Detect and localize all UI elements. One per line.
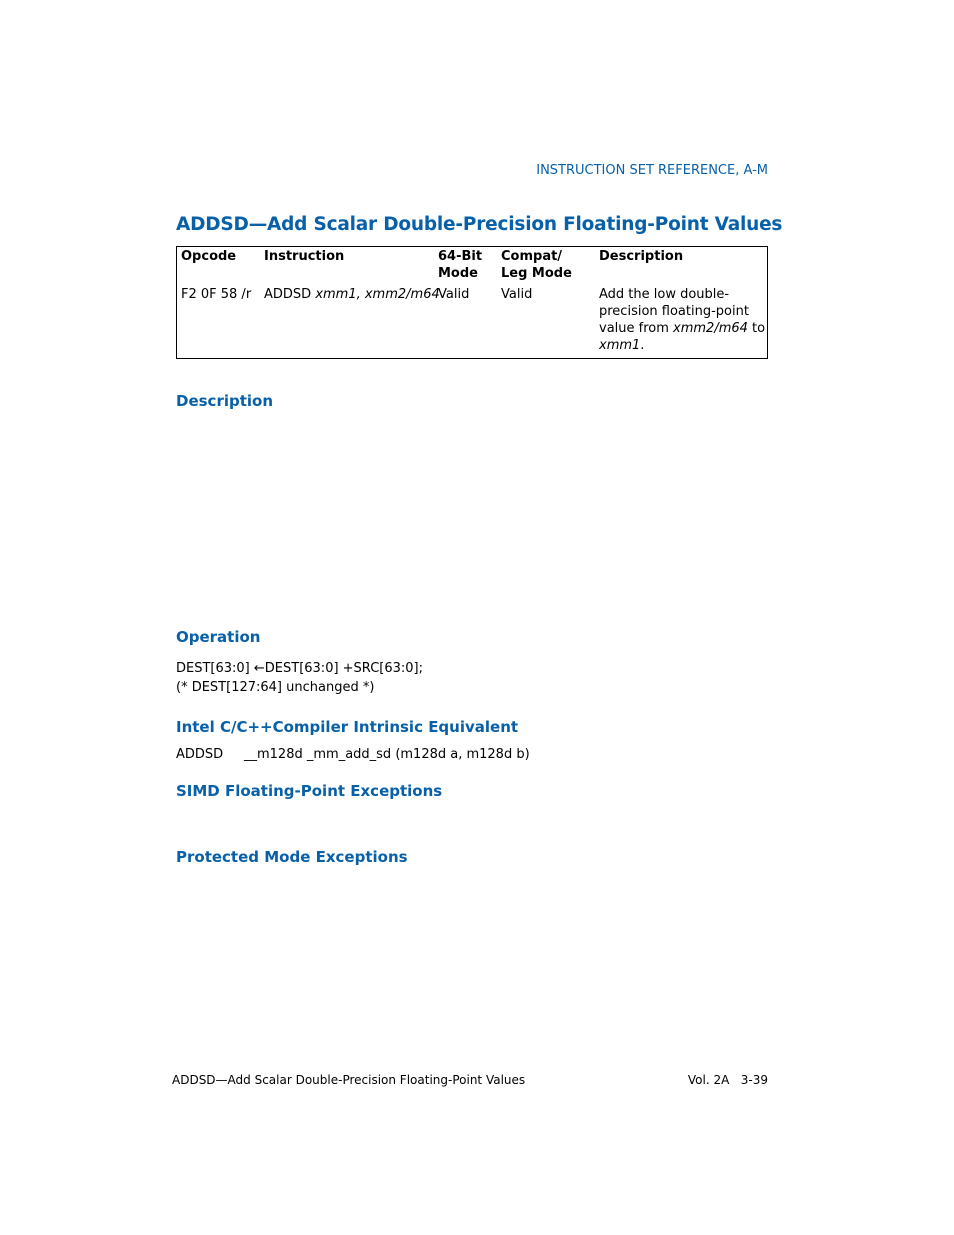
intrinsic-signature: __m128d _mm_add_sd (m128d a, m128d b) [244,747,530,762]
footer-page-number: Vol. 2A 3-39 [687,1073,768,1087]
header-description: Description [599,249,684,264]
section-protected-mode-heading: Protected Mode Exceptions [176,848,408,866]
row-compat-mode: Valid [501,287,533,302]
section-intrinsic-heading: Intel C/C++Compiler Intrinsic Equivalent [176,718,519,736]
row-instruction-operands: xmm1, xmm2/m64 [315,287,440,302]
section-operation-heading: Operation [176,628,261,646]
intrinsic-name: ADDSD [176,747,224,762]
row-description [599,286,767,354]
header-64bit-mode [438,248,482,282]
row-desc-line4 [599,337,767,354]
header-instruction: Instruction [264,249,345,264]
row-opcode: F2 0F 58 /r [181,287,252,302]
row-desc-line3 [599,320,767,337]
footer-title: ADDSD—Add Scalar Double-Precision Floating-Point Values [172,1073,526,1087]
row-desc-line2: precision floating-point [599,304,749,319]
section-description-heading: Description [176,392,274,410]
row-64bit-mode: Valid [438,287,470,302]
row-desc-line4-post: . [640,338,645,353]
header-64bit-line1: 64-Bit [438,249,483,264]
row-instruction [264,286,440,303]
header-compat-mode [501,248,572,282]
running-header: INSTRUCTION SET REFERENCE, A-M [536,163,768,178]
row-desc-line3-pre: value from [599,321,674,336]
operation-line-2: (* DEST[127:64] unchanged *) [176,680,375,695]
row-desc-line4-operand: xmm1 [599,338,641,353]
operation-line-1: DEST[63:0] ←DEST[63:0] +SRC[63:0]; [176,661,423,676]
row-desc-line3-post: to [747,321,766,336]
header-64bit-line2: Mode [438,266,478,281]
header-opcode: Opcode [181,249,237,264]
header-compat-line1: Compat/ [501,249,563,264]
row-desc-line1: Add the low double- [599,287,730,302]
section-simd-exceptions-heading: SIMD Floating-Point Exceptions [176,782,443,800]
page-title: ADDSD—Add Scalar Double-Precision Floating-Point Values [176,214,783,235]
header-compat-line2: Leg Mode [501,266,572,281]
row-desc-line3-operand: xmm2/m64 [673,321,748,336]
opcode-table [176,246,768,359]
row-instruction-mnemonic: ADDSD [264,287,316,302]
